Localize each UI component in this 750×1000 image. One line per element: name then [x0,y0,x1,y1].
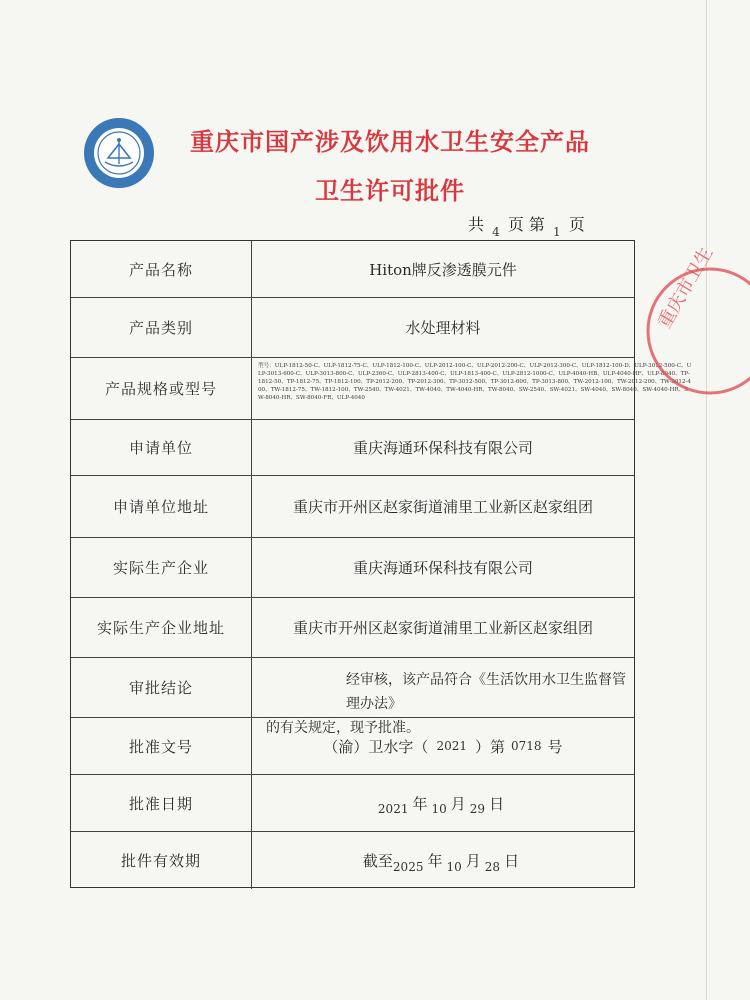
row-label: 申请单位地址 [112,498,209,516]
row-label: 产品名称 [128,260,193,279]
year-unit: 年 [427,852,443,870]
approval-number-value [252,718,634,774]
conclusion-line-2: 的有关规定，现予批准。 [266,720,420,736]
manufacturer-value: 重庆海通环保科技有限公司 [352,559,533,577]
total-value: 4 [492,225,500,239]
approval-date-value [252,775,634,831]
day-unit: 日 [504,852,520,870]
table-row-manufacturer [71,538,634,598]
table-row-product-name [71,241,634,298]
table-row-product-category [71,298,634,358]
table-row-product-model [71,358,692,420]
manufacturer-address-value: 重庆市开州区赵家街道浦里工业新区赵家组团 [292,619,593,637]
row-label: 产品类别 [128,319,193,337]
title-line-2: 卫生许可批件 [315,176,465,205]
table-row-applicant-address [71,476,634,538]
table-row-validity [71,832,634,889]
validity-until: 截至 [362,852,393,870]
row-label: 产品规格或型号 [104,380,217,398]
row-label: 实际生产企业 [112,559,209,577]
table-row-conclusion [71,658,634,736]
row-label: 实际生产企业地址 [96,619,225,637]
row-label: 批准文号 [128,737,193,756]
table-row-manufacturer-address [71,598,634,658]
conclusion-line-1: 经审核，该产品符合《生活饮用水卫生监督管理办法》 [346,672,626,712]
document-title [170,122,610,206]
month-unit: 月 [450,794,466,813]
product-name-value: Hiton牌反渗透膜元件 [369,260,517,279]
validity-value [252,832,634,889]
row-label: 批件有效期 [120,852,201,870]
page-counter [468,212,585,239]
validity-month: 10 [446,859,462,874]
conclusion-value [252,658,634,736]
title-line-1: 重庆市国产涉及饮用水卫生安全产品 [190,127,590,156]
applicant-value: 重庆海通环保科技有限公司 [352,439,533,457]
applicant-address-value: 重庆市开州区赵家街道浦里工业新区赵家组团 [292,498,593,516]
approval-prefix: （渝）卫水字（ [323,737,429,756]
day-unit: 日 [489,794,505,813]
row-label: 批准日期 [128,794,193,813]
approval-date-year: 2021 [377,802,409,816]
validity-day: 28 [484,859,501,874]
month-unit: 月 [465,852,481,870]
total-label: 共 [468,215,485,234]
svg-text:重庆市卫生: 重庆市卫生 [654,243,718,332]
row-label: 申请单位 [128,439,193,457]
year-unit: 年 [412,794,428,813]
official-seal-stamp [640,243,750,406]
product-model-value: 型号：ULP-1812-50-C、ULP-1812-75-C、ULP-1812-100-C、ULP-2012-100-C、ULP-2012-200-C、ULP-2012-300-C、ULP-1812-100-D、ULP-3012-500-C、ULP-3013-600-C、ULP-3013-800-C、ULP-2360-C、ULP-2813-400-C、ULP-1813-400-C、ULP-2812-1000-C、ULP-4040-HB、ULP-4040-HF、ULP-8040、TP-1812-50、TP-1812-75、TP-1812-100、TP-2012-200、TP-2012-300、TP-3012-500、TP-3012-600、TP-3013-800、TW-2012-100、TW-2012-200、TW-3012-400、TW-1812-75、TW-1812-100、TW-2540、TW-4021、TW-4040、TW-4040-HR、TW-8040、SW-2540、SW-4021、SW-4040、SW-8040、SW-4040-HR、SW-8040-HR、SW-8040-FR、ULP-4040 [258,363,692,401]
approval-year: 2021 [436,739,467,753]
approval-number: 0718 [511,739,542,753]
page-value: 1 [553,225,561,239]
table-row-applicant [71,420,634,476]
approval-date-day: 29 [469,802,486,816]
page-label-b: 页 [568,215,585,234]
table-row-approval-date [71,775,634,832]
page-label-a: 页 第 [507,215,545,234]
approval-date-month: 10 [431,802,447,816]
approval-mid: ）第 [474,737,505,756]
validity-year: 2025 [392,859,424,874]
row-label: 审批结论 [128,679,193,697]
health-inspection-emblem-icon [82,116,156,190]
product-category-value: 水处理材料 [405,319,481,337]
approval-suffix: 号 [547,737,563,756]
table-row-approval-number [71,718,634,775]
